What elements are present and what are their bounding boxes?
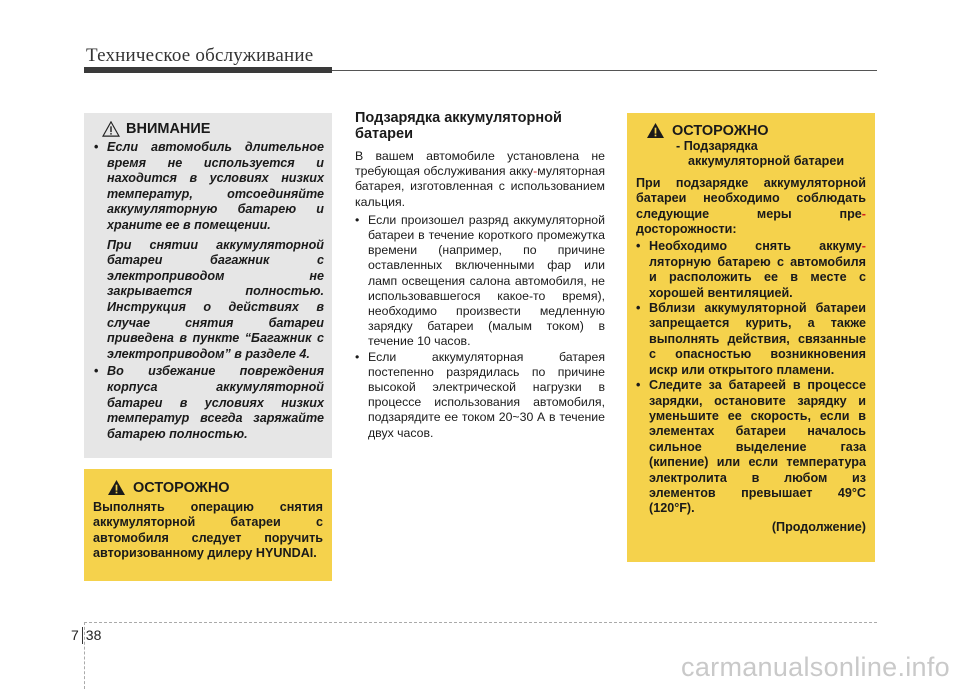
caution-heading-label: ОСТОРОЖНО [133,479,230,496]
note-item-text: • Во избежание повреждения корпуса аккумуляторной батареи в условиях низких температур всегда заряжайте батарею полностью. [107,364,324,441]
caution-item [636,239,866,301]
caution-intro [636,176,866,238]
continued-label: (Продолжение) [771,519,866,534]
chapter-number: 7 [71,627,79,643]
page-number [71,627,101,643]
warning-icon [107,479,126,496]
charging-section [355,110,605,441]
note-item [94,364,324,442]
caution-heading-label: ОСТОРОЖНО [672,122,769,139]
warning-icon [646,122,665,139]
header-rule [332,70,877,71]
caution-item: • Следите за батареей в процессе зарядки, остановите зарядку и уменьшите ее скорость, если в элементах батареи началось сильное выделение газа (кипение) или если температура электролита в любом из элементов превышает 49°C (120°F). [636,378,866,517]
caution-item: • Вблизи аккумуляторной батареи запрещается курить, а также выполнять действия, связанные с опасностью возникновения искр или открытого пламени. [636,301,866,378]
intro-paragraph [355,149,605,210]
footer-rule [84,622,877,623]
note-item-text: • Если автомобиль длительное время не используется и находится в условиях низких температур, отсоединяйте аккумуляторную батарею и храните ее в помещении. [107,140,324,232]
list-item: • Если произошел разряд аккумуляторной батареи в течение короткого промежутка времени (например, по причине оставленных включенными фар или ламп освещения салона автомобиля, не использовавшегося какое-то время), необходимо произвести медленную зарядку батареи (малым током) в течение 10 часов. [355,213,605,350]
caution-item-b: ляторную батарею с автомобиля и расположить ее в месте с хорошей вентиляцией. [649,254,866,300]
section-heading: Подзарядка аккумуляторной батареи [355,110,562,142]
caution-list [636,239,866,516]
caution-box-right [627,113,875,562]
note-item-text: При снятии аккумуляторной батареи багажник с электроприводом не закрывается полностью. Инструкция о действиях в случае снятия батареи приведена в пункте “Багажник с электроприводом” в разделе 4. [107,237,324,361]
note-heading [102,121,324,137]
header-bar [84,67,332,73]
caution-heading [646,122,866,139]
caution-subtitle [636,139,866,170]
caution-item-a: Необходимо снять аккуму [649,239,862,254]
intro-text-b: муляторная батарея, изготовленная с использованием кальция. [355,164,605,209]
caution-intro-b: досторожности: [636,222,737,237]
caution-heading [107,479,323,496]
list-item: • Если аккумуляторная батарея постепенно разрядилась по причине высокой электрической нагрузки в процессе использования автомобиля, подзарядите ее током 20~30 А в течение двух часов. [355,350,605,441]
caution-box-left [84,469,332,581]
warning-outline-icon [102,121,120,137]
note-heading-label: ВНИМАНИЕ [126,121,211,137]
caution-text: Выполнять операцию снятия аккумуляторной батареи с автомобиля следует поручить авторизованному дилеру HYUNDAI. [93,500,323,561]
hyphen-mark: - [861,239,866,254]
watermark: carmanualsonline.info [681,652,950,682]
page-number-divider [82,627,83,644]
page-header-title: Техническое обслуживание [86,45,314,66]
caution-subtitle-line: аккумуляторной батареи [688,154,845,169]
intro-text-a: В вашем автомобиле установлена не требующая обслуживания акку [355,149,605,179]
note-box [84,113,332,458]
hyphen-mark: - [533,164,538,179]
caution-intro-a: При подзарядке аккумуляторной батареи необходимо соблюдать следующие меры пре [636,175,866,221]
page-number-value: 38 [85,627,102,643]
caution-subtitle-line: - Подзарядка [676,139,758,153]
note-item [94,140,324,362]
hyphen-mark: - [861,206,866,221]
charging-list [355,213,605,441]
note-list [94,140,324,442]
